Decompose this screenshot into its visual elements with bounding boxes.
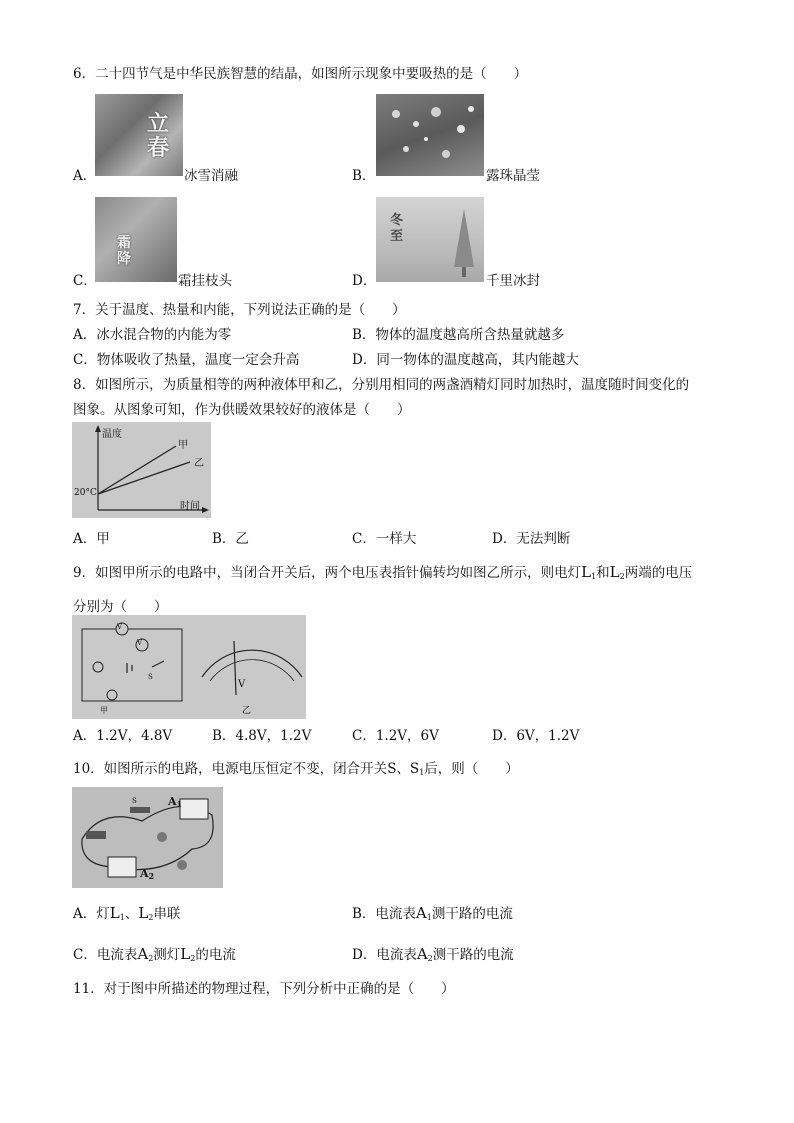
q9-v1-label: V xyxy=(117,623,123,631)
q8-stem-line2: 图象。从图象可知，作为供暖效果较好的液体是（ ） xyxy=(73,402,411,418)
q10-option-a: A．灯$L_1$、$L_2$串联 xyxy=(73,904,181,922)
q7-option-d: D．同一物体的温度越高，其内能越大 xyxy=(352,352,579,368)
q9-stem-pre: 9．如图甲所示的电路中，当闭合开关后，两个电压表指针偏转均如图乙所示，则电灯 xyxy=(73,565,582,581)
tree-graphic xyxy=(376,197,484,282)
q6-option-d-letter: D． xyxy=(352,273,377,289)
q10-stem-pre: 10．如图所示的电路，电源电压恒定不变，闭合开关 xyxy=(73,761,388,777)
q9-option-d: D．6V，1.2V xyxy=(492,728,580,744)
q6-stem: 6．二十四节气是中华民族智慧的结晶，如图所示现象中要吸热的是（ ） xyxy=(73,66,528,82)
q6-image-a xyxy=(95,94,183,176)
q9-jia-label: 甲 xyxy=(100,706,108,715)
q7-option-c: C．物体吸收了热量，温度一定会升高 xyxy=(73,352,300,368)
q8-ylabel: 温度 xyxy=(102,429,122,440)
q8-option-b: B．乙 xyxy=(212,531,249,547)
q6-image-d xyxy=(376,197,484,282)
q6-option-b-letter: B． xyxy=(352,168,376,184)
q6-image-c xyxy=(95,197,177,282)
line-yi xyxy=(98,462,190,494)
q8-option-c: C．一样大 xyxy=(352,531,417,547)
q6-image-b xyxy=(376,94,484,176)
q6-option-a-caption: 冰雪消融 xyxy=(184,168,238,184)
q10-circuit-photo xyxy=(72,787,223,888)
q9-L2: L xyxy=(609,563,620,581)
q8-line-b-label: 乙 xyxy=(194,458,204,469)
q8-option-d: D．无法判断 xyxy=(492,531,571,547)
q10-stem: 10．如图所示的电路，电源电压恒定不变，闭合开关S、$S_1$后，则（ ） xyxy=(73,761,519,777)
q9-s-label: S xyxy=(148,673,153,681)
dewdrops-graphic xyxy=(376,94,484,176)
q9-stem-line2: 分别为（ ） xyxy=(73,599,168,615)
q10-option-b: B．电流表$A_1$测干路的电流 xyxy=(352,904,513,922)
q8-line-a-label: 甲 xyxy=(178,440,188,451)
q9-stem-line1: 9．如图甲所示的电路中，当闭合开关后，两个电压表指针偏转均如图乙所示，则电灯$L_1$和$L_2$两端的电压 xyxy=(73,563,693,581)
q6-option-d-caption: 千里冰封 xyxy=(486,273,540,289)
q8-xlabel: 时间 xyxy=(180,501,200,512)
q7-stem: 7．关于温度、热量和内能，下列说法正确的是（ ） xyxy=(73,302,406,318)
q8-option-a: A．甲 xyxy=(73,531,110,547)
q10-fig-a1: $A_1$ xyxy=(168,795,183,809)
q9-and: 和 xyxy=(596,565,610,581)
q9-stem-post: 两端的电压 xyxy=(624,565,693,581)
q6-option-b-caption: 露珠晶莹 xyxy=(486,168,540,184)
q6-image-c-overlay: 霜 降 xyxy=(117,235,131,267)
q10-option-d: D．电流表$A_2$测干路的电流 xyxy=(352,945,514,963)
q9-yi-label: 乙 xyxy=(242,706,252,716)
q9-option-a: A．1.2V，4.8V xyxy=(73,728,173,744)
line-jia xyxy=(98,446,176,494)
q6-image-a-overlay: 立 春 xyxy=(147,111,170,161)
q10-fig-a2: $A_2$ xyxy=(140,867,155,881)
q6-option-c-caption: 霜挂枝头 xyxy=(178,273,232,289)
q6-option-c-letter: C． xyxy=(73,273,97,289)
q9-option-c: C．1.2V，6V xyxy=(352,728,439,744)
q9-v2-label: V xyxy=(137,639,143,647)
q9-circuit-svg xyxy=(72,615,306,719)
q9-option-b: B．4.8V，1.2V xyxy=(212,728,312,744)
q6-option-a-letter: A． xyxy=(73,168,97,184)
q6-image-d-overlay: 冬 至 xyxy=(390,213,404,244)
q10-option-c: C．电流表$A_2$测灯$L_2$的电流 xyxy=(73,945,236,963)
q7-option-a: A．冰水混合物的内能为零 xyxy=(73,327,232,343)
q10-stem-mid: S、S xyxy=(387,761,420,777)
q8-origin-label: 20°C xyxy=(74,488,97,498)
q10-fig-s: S xyxy=(132,797,137,805)
q10-stem-post: 后，则（ ） xyxy=(424,761,519,777)
q11-stem: 11．对于图中所描述的物理过程，下列分析中正确的是（ ） xyxy=(73,981,455,997)
q7-option-b: B．物体的温度越高所含热量就越多 xyxy=(352,327,565,343)
q9-meter-v-label: V xyxy=(238,679,246,690)
q9-L1: L xyxy=(581,563,592,581)
q8-stem-line1: 8．如图所示，为质量相等的两种液体甲和乙，分别用相同的两盏酒精灯同时加热时，温度随时间变化的 xyxy=(73,377,690,393)
q9-circuit-figure xyxy=(72,615,306,719)
q8-temperature-graph xyxy=(72,422,211,518)
